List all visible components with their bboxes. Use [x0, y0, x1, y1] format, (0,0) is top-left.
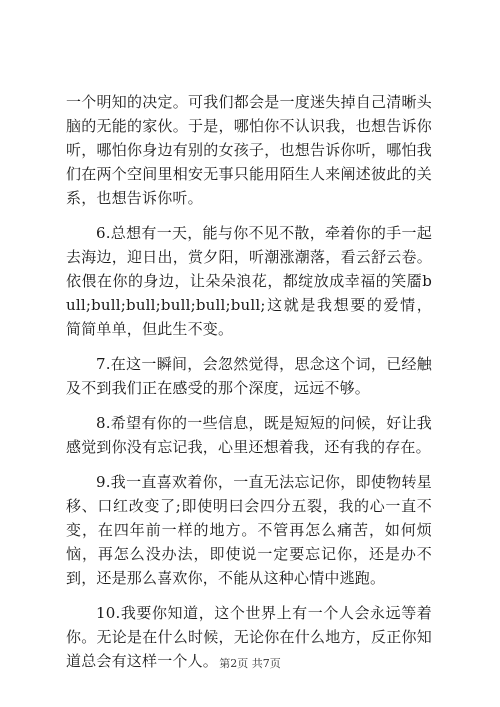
page-number-footer: 第2页 共7页 [219, 657, 281, 670]
body-text [66, 90, 432, 684]
paragraph-continuation: 一个明知的决定。可我们都会是一度迷失掉自己清晰头脑的无能的家伙。于是，哪怕你不认识我，也想告诉你听，哪怕你身边有别的女孩子，也想告诉你听，哪怕我们在两个空间里相安无事只能用陌生人来阐述彼此的关系，也想告诉你听。 [66, 93, 432, 207]
paragraph-6: 6.总想有一天，能与你不见不散，牵着你的手一起去海边，迎日出，赏夕阳，听潮涨潮落，看云舒云卷。依偎在你的身边，让朵朵浪花，都绽放成幸福的笑靥bull;bull;bull;bull;bull;bull;这就是我想要的爱情，简简单单，但此生不变。 [66, 224, 432, 338]
paragraph-7: 7.在这一瞬间，会忽然觉得，思念这个词，已经触及不到我们正在感受的那个深度，远远不够。 [66, 355, 432, 397]
paragraph-8: 8.希望有你的一些信息，既是短短的问候，好让我感觉到你没有忘记我，心里还想着我，还有我的存在。 [66, 414, 432, 456]
paragraph-9: 9.我一直喜欢着你，一直无法忘记你，即使物转星移、口红改变了;即使明曰会四分五裂，我的心一直不变，在四年前一样的地方。不管再怎么痛苦，如何烦恼，再怎么没办法，即使说一定要忘记你，还是办不到，还是那么喜欢你，不能从这种心情中逃跑。 [66, 473, 432, 587]
paragraph-10: 10.我要你知道，这个世界上有一个人会永远等着你。无论是在什么时候，无论你在什么地方，反正你知道总会有这样一个人。 [66, 604, 432, 670]
